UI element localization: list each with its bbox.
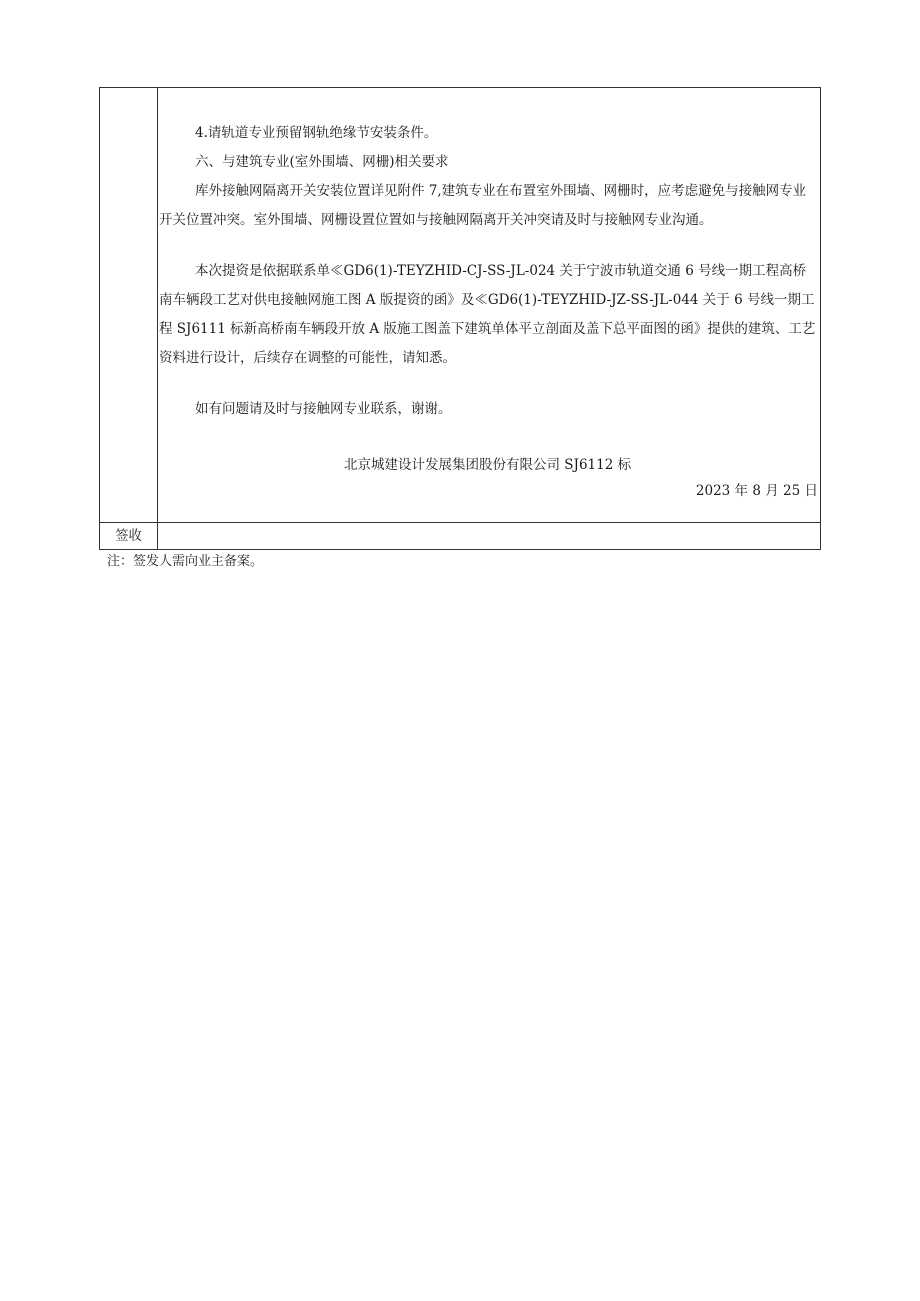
item-4-text: 4.请轨道专业预留钢轨绝缘节安装条件。 (195, 125, 438, 141)
basis-paragraph-line-2: 南车辆段工艺对供电接触网施工图 A 版提资的函》及≪GD6(1)-TEYZHID-JZ-SS-JL-044 关于 6 号线一期工 (159, 292, 815, 308)
section-6-paragraph-line-2: 开关位置冲突。室外围墙、网栅设置位置如与接触网隔离开关冲突请及时与接触网专业沟通。 (159, 212, 713, 228)
row-divider (100, 522, 820, 523)
signature-organization: 北京城建设计发展集团股份有限公司 SJ6112 标 (344, 457, 632, 473)
sign-receipt-label: 签收 (115, 528, 142, 544)
basis-paragraph-line-3: 程 SJ6111 标新高桥南车辆段开放 A 版施工图盖下建筑单体平立剖面及盖下总平面图的函》提供的建筑、工艺 (159, 321, 816, 337)
footnote: 注：签发人需向业主备案。 (107, 554, 264, 569)
basis-paragraph-line-1: 本次提资是依据联系单≪GD6(1)-TEYZHID-CJ-SS-JL-024 关于宁波市轨道交通 6 号线一期工程高桥 (195, 263, 807, 279)
contact-note: 如有问题请及时与接触网专业联系，谢谢。 (195, 401, 452, 417)
basis-paragraph-line-4: 资料进行设计，后续存在调整的可能性，请知悉。 (159, 350, 456, 366)
section-6-paragraph-line-1: 库外接触网隔离开关安装位置详见附件 7,建筑专业在布置室外围墙、网栅时，应考虑避免与接触网专业 (195, 183, 807, 199)
signature-date: 2023 年 8 月 25 日 (695, 483, 818, 499)
content-cell (158, 88, 820, 522)
section-6-title: 六、与建筑专业(室外围墙、网栅)相关要求 (195, 154, 449, 170)
document-table (99, 87, 821, 550)
